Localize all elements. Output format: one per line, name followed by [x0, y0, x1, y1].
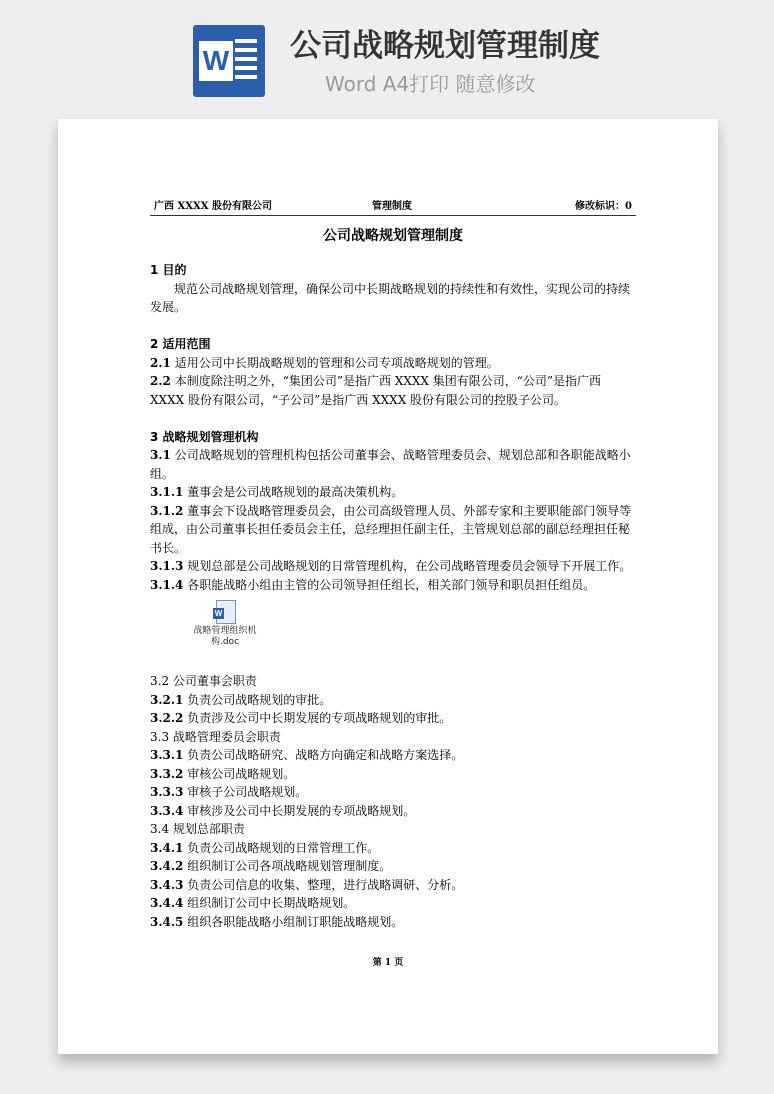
subsection-heading: 3.3 战略管理委员会职责	[150, 729, 281, 744]
section-heading: 1 目的	[150, 263, 187, 277]
paragraph	[150, 557, 636, 576]
clause-number: 3.4.2	[150, 859, 184, 873]
clause-text: 负责公司战略规划的日常管理工作。	[183, 840, 380, 855]
clause-text: 组织制订公司中长期战略规划。	[183, 896, 356, 910]
word-icon-letter: W	[199, 41, 233, 81]
clause-number: 2.1	[150, 355, 171, 370]
clause-text: 审核公司战略规划。	[183, 766, 296, 781]
clause-number: 3.3.1	[150, 748, 184, 762]
clause-number: 3.3.4	[150, 803, 184, 818]
header-company: 广西 XXXX 股份有限公司	[154, 201, 272, 212]
clause-text: 各职能战略小组由主管的公司领导担任组长，相关部门领导和职员担任组员。	[183, 577, 596, 592]
paragraph	[150, 483, 636, 502]
clause-text: 规划总部是公司战略规划的日常管理机构，在公司战略管理委员会领导下开展工作。	[183, 559, 632, 573]
paragraph	[150, 354, 636, 373]
section-heading: 3 战略规划管理机构	[150, 429, 259, 444]
clause-number: 3.4.3	[150, 877, 184, 892]
paragraph	[150, 913, 636, 932]
clause-number: 3.3.3	[150, 785, 184, 799]
clause-number: 3.4.5	[150, 914, 184, 929]
clause-number: 3.1.3	[150, 559, 184, 573]
clause-text: 组织制订公司各项战略规划管理制度。	[183, 859, 392, 873]
clause-number: 3.1	[150, 448, 171, 462]
subsection-heading: 3.4 规划总部职责	[150, 822, 245, 836]
header-category: 管理制度	[372, 201, 412, 212]
clause-text: 负责涉及公司中长期发展的专项战略规划的审批。	[183, 711, 452, 725]
paragraph: 规范公司战略规划管理，确保公司中长期战略规划的持续性和有效性，实现公司的持续发展。	[150, 281, 631, 314]
clause-number: 3.2.2	[150, 711, 184, 725]
paragraph	[150, 894, 636, 913]
document-content	[150, 199, 636, 931]
paragraph	[150, 746, 636, 765]
paragraph	[150, 709, 636, 728]
clause-text: 董事会是公司战略规划的最高决策机构。	[183, 485, 404, 499]
paragraph	[150, 876, 636, 895]
clause-number: 3.1.2	[150, 503, 184, 518]
clause-text: 负责公司战略研究、战略方向确定和战略方案选择。	[183, 748, 464, 762]
paragraph	[150, 691, 636, 710]
document-title: 公司战略规划管理制度	[323, 228, 463, 244]
document-page	[58, 119, 718, 1054]
page-header	[150, 199, 636, 216]
banner	[0, 0, 774, 118]
banner-subtitle: Word A4打印 随意修改	[325, 72, 536, 96]
clause-text: 负责公司战略规划的审批。	[183, 692, 332, 707]
word-document-icon[interactable]: W	[216, 600, 236, 624]
document-body	[150, 261, 636, 931]
paragraph	[150, 446, 636, 483]
clause-text: 董事会下设战略管理委员会，由公司高级管理人员、外部专家和主要职能部门领导等组成，由公司董事长担任委员会主任，总经理担任副主任，主管规划总部的副总经理担任秘书长。	[150, 503, 632, 555]
paragraph	[150, 372, 636, 409]
subsection-heading: 3.2 公司董事会职责	[150, 674, 257, 688]
clause-number: 3.2.1	[150, 692, 184, 707]
section-heading: 2 适用范围	[150, 337, 211, 351]
clause-text: 组织各职能战略小组制订职能战略规划。	[183, 914, 404, 929]
embedded-document-caption[interactable]: 战略管理组织机构.doc	[193, 626, 257, 647]
embedded-document[interactable]	[150, 594, 636, 672]
header-revision: 修改标识：0	[575, 201, 632, 212]
word-icon	[193, 25, 265, 97]
paragraph	[150, 765, 636, 784]
paragraph	[150, 857, 636, 876]
paragraph	[150, 502, 636, 558]
paragraph	[150, 802, 636, 821]
clause-number: 3.1.1	[150, 485, 184, 499]
paragraph	[150, 576, 636, 595]
paragraph	[150, 839, 636, 858]
clause-text: 审核子公司战略规划。	[183, 785, 308, 799]
paragraph	[150, 783, 636, 802]
clause-number: 2.2	[150, 374, 171, 388]
clause-text: 适用公司中长期战略规划的管理和公司专项战略规划的管理。	[170, 355, 499, 370]
clause-number: 3.4.4	[150, 896, 184, 910]
clause-number: 3.4.1	[150, 840, 184, 855]
clause-text: 公司战略规划的管理机构包括公司董事会、战略管理委员会、规划总部和各职能战略小组。	[150, 448, 631, 481]
clause-text: 负责公司信息的收集、整理，进行战略调研、分析。	[183, 877, 464, 892]
clause-number: 3.3.2	[150, 766, 184, 781]
banner-title: 公司战略规划管理制度	[290, 28, 600, 64]
clause-text: 审核涉及公司中长期发展的专项战略规划。	[183, 803, 416, 818]
page-footer: 第 1 页	[372, 958, 404, 968]
clause-text: 本制度除注明之外，“集团公司”是指广西 XXXX 集团有限公司，“公司”是指广西 XXXX 股份有限公司，“子公司”是指广西 XXXX 股份有限公司的控股子公司。	[150, 374, 602, 407]
clause-number: 3.1.4	[150, 577, 184, 592]
